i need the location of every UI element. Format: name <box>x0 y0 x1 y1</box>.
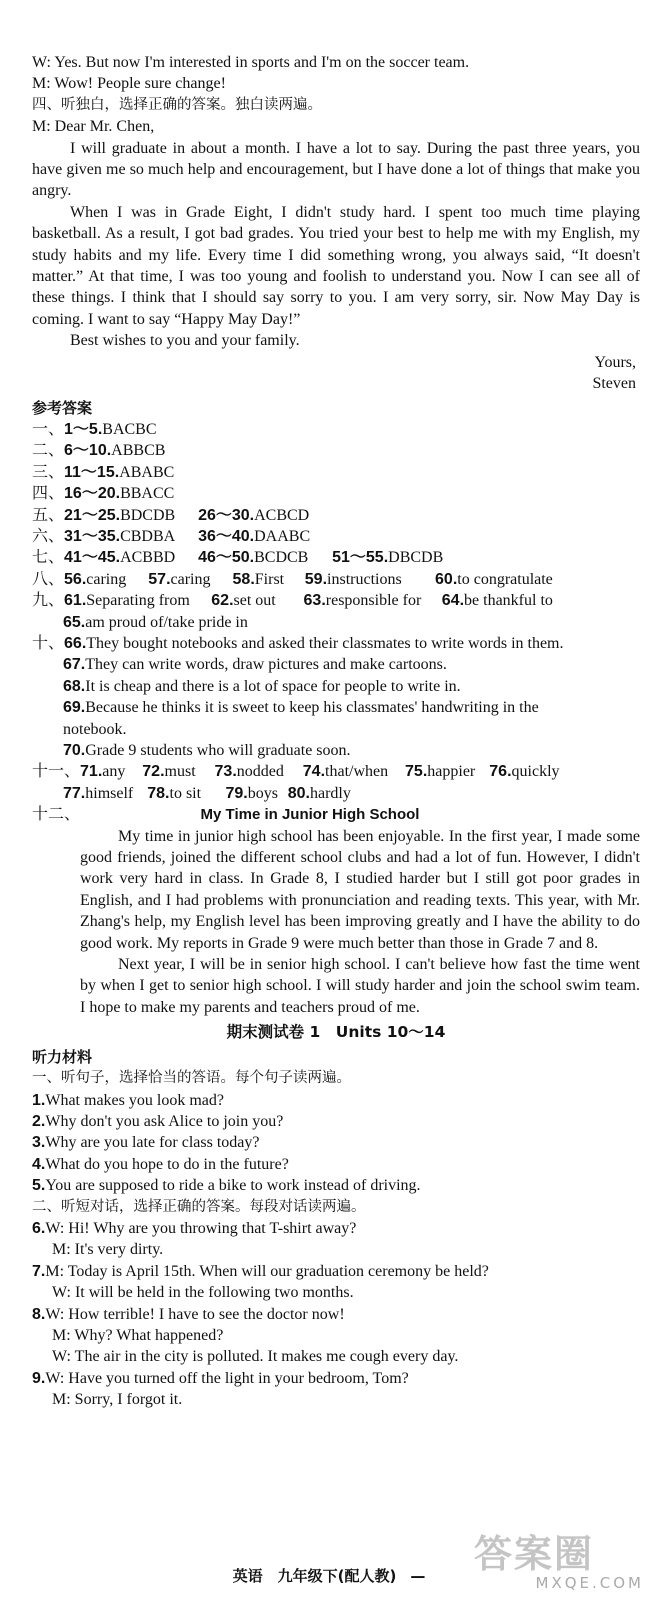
section-heading: 一、听句子，选择恰当的答语。每个句子读两遍。 <box>32 1070 351 1087</box>
dialogue-line: M: Sorry, I forgot it. <box>52 1391 183 1409</box>
dialogue-line: W: The air in the city is polluted. It makes me cough every day. <box>52 1348 459 1366</box>
answer-row: 77.himself 78.to sit 79.boys 80.hardly <box>63 784 351 802</box>
section-heading: 四、听独白，选择正确的答案。独白读两遍。 <box>32 96 322 113</box>
watermark-url: MXQE.COM <box>535 1574 644 1592</box>
answer-row: 四、16～20.BBACC <box>32 485 175 503</box>
answer-row: 69.Because he thinks it is sweet to keep his classmates' handwriting in the <box>63 699 539 717</box>
essay-body <box>32 826 640 1019</box>
question-line: 7.M: Today is April 15th. When will our graduation ceremony be held? <box>32 1262 489 1280</box>
dialogue-line: M: Why? What happened? <box>52 1326 224 1344</box>
answer-row: 十一、71.any 72.must 73.nodded 74.that/when 75.happier 76.quickly <box>32 763 560 781</box>
answer-row: 67.They can write words, draw pictures and make cartoons. <box>63 656 447 674</box>
question-line: 2.Why don't you ask Alice to join you? <box>32 1112 284 1130</box>
answer-row: 68.It is cheap and there is a lot of space for people to write in. <box>63 677 461 695</box>
letter-greeting: M: Dear Mr. Chen, <box>32 118 155 136</box>
answer-row: 65.am proud of/take pride in <box>63 613 248 631</box>
footer-text: 英语 九年级下(配人教) <box>232 1567 397 1585</box>
question-line: 4.What do you hope to do in the future? <box>32 1155 289 1173</box>
answer-row: 三、11～15.ABABC <box>32 463 175 481</box>
answer-row: 七、41～45.ACBBD 46～50.BCDCB 51～55.DBCDB <box>32 549 444 567</box>
answer-row: 十、66.They bought notebooks and asked their classmates to write words in them. <box>32 634 564 652</box>
footer-dash: — <box>410 1567 426 1585</box>
essay-heading <box>32 804 640 825</box>
letter-closing: Yours, <box>594 353 636 371</box>
test-title: 期末测试卷 1 Units 10～14 <box>226 1023 446 1042</box>
answer-row: notebook. <box>63 720 127 738</box>
question-line: 5.You are supposed to ride a bike to work instead of driving. <box>32 1177 421 1195</box>
dialogue-line: M: It's very dirty. <box>52 1241 164 1259</box>
answer-row: 五、21～25.BDCDB 26～30.ACBCD <box>32 506 310 524</box>
answer-row: 一、1～5.BACBC <box>32 420 157 438</box>
answer-row: 六、31～35.CBDBA 36～40.DAABC <box>32 527 311 545</box>
answer-row: 八、56.caring 57.caring 58.First 59.instructions 60.to congratulate <box>32 570 553 588</box>
essay-paragraph: My time in junior high school has been enjoyable. In the first year, I made some good friends, joined the different school clubs and had a lot of fun. However, I didn't work very hard in class. In Grade 8, I studied harder but I still got poor grades in English, and I had problems with pronunciation and reading texts. This year, with Mr. Zhang's help, my English level has been improving greatly and I have the ability to do good work. My reports in Grade 9 were much better than those in Grade 7 and 8. <box>80 827 640 952</box>
answer-row: 九、61.Separating from 62.set out 63.responsible for 64.be thankful to <box>32 592 553 610</box>
dialogue-line: M: Wow! People sure change! <box>32 75 226 93</box>
letter-paragraph: I will graduate in about a month. I have a lot to say. During the past three years, you have given me so much help and encouragement, but I have done a lot of things that make you angry. <box>32 139 640 200</box>
dialogue-line: W: It will be held in the following two months. <box>52 1284 354 1302</box>
answer-row: 70.Grade 9 students who will graduate soon. <box>63 742 351 759</box>
section-heading: 二、听短对话，选择正确的答案。每段对话读两遍。 <box>32 1198 366 1215</box>
question-line: 9.W: Have you turned off the light in your bedroom, Tom? <box>32 1369 409 1387</box>
answers-heading: 参考答案 <box>32 398 93 417</box>
letter-paragraph: When I was in Grade Eight, I didn't study hard. I spent too much time playing basketball. As a result, I got bad grades. You tried your best to help me with my English, my study habits and my life. Every time I did something wrong, you always said, “It doesn't matter.” At that time, I was too young and foolish to understand you. Now I can see all of these things. I think that I should say sorry to you. I am very sorry, sir. Now May Day is coming. I want to say “Happy May Day!” <box>32 203 640 328</box>
essay-number: 十二、 <box>32 806 81 824</box>
letter-paragraph: Best wishes to you and your family. <box>70 332 300 350</box>
essay-title: My Time in Junior High School <box>200 806 420 824</box>
letter-signature: Steven <box>592 375 636 393</box>
watermark <box>474 1533 644 1597</box>
watermark-logo: 答案圈 <box>474 1532 595 1576</box>
question-line: 6.W: Hi! Why are you throwing that T-shirt away? <box>32 1219 357 1237</box>
dialogue-line: W: Yes. But now I'm interested in sports and I'm on the soccer team. <box>32 54 470 71</box>
question-line: 8.W: How terrible! I have to see the doctor now! <box>32 1305 345 1323</box>
answer-row: 二、6～10.ABBCB <box>32 442 166 460</box>
material-heading: 听力材料 <box>32 1047 93 1066</box>
essay-paragraph: Next year, I will be in senior high school. I can't believe how fast the time went by when I get to senior high school. I will study harder and join the school swim team. I hope to make my parents and teachers proud of me. <box>80 956 640 1016</box>
page-content <box>32 52 640 1411</box>
question-line: 1.What makes you look mad? <box>32 1091 224 1109</box>
question-line: 3.Why are you late for class today? <box>32 1134 260 1152</box>
